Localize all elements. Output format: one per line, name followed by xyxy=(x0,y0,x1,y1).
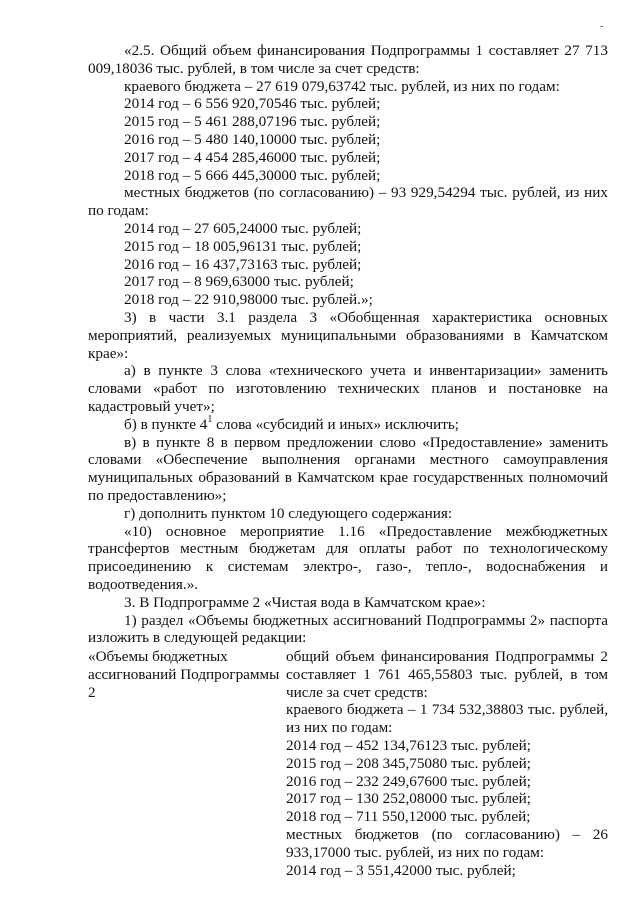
passport-local: местных бюджетов (по согласованию) – 26 933,17000 тыс. рублей, из них по годам: xyxy=(286,826,608,861)
regional-year-2017: 2017 год – 4 454 285,46000 тыс. рублей; xyxy=(124,148,381,166)
passport-regional-2018: 2018 год – 711 550,12000 тыс. рублей; xyxy=(286,808,531,826)
regional-year-2014: 2014 год – 6 556 920,70546 тыс. рублей; xyxy=(124,95,381,113)
section-2-5-intro: «2.5. Общий объем финансирования Подпрограммы 1 составляет 27 713 009,18036 тыс. рублей, в том числе за счет средств: xyxy=(88,42,608,77)
local-year-2017: 2017 год – 8 969,63000 тыс. рублей; xyxy=(124,273,354,291)
passport-left-line-2: ассигнований Подпрограммы 2 xyxy=(88,665,280,701)
item-3b-sup: 1 xyxy=(207,413,213,425)
local-year-2018: 2018 год – 22 910,98000 тыс. рублей.»; xyxy=(124,291,373,309)
regional-year-2015: 2015 год – 5 461 288,07196 тыс. рублей; xyxy=(124,113,381,131)
document-body xyxy=(88,42,608,879)
item-3g-text: «10) основное мероприятие 1.16 «Предоставление межбюджетных трансфертов местным бюджетам для оплаты работ по технологическому присоединению к системам электро-, газо-, тепло-, водоснабжения и водоотведения.». xyxy=(88,522,608,593)
item-3a: а) в пункте 3 слова «технического учета и инвентаризации» заменить словами «работ по изготовлению технических планов и постановке на кадастровый учет»; xyxy=(88,362,608,415)
passport-regional-2016: 2016 год – 232 249,67600 тыс. рублей; xyxy=(286,772,531,790)
local-budget-line: местных бюджетов (по согласованию) – 93 929,54294 тыс. рублей, из них по годам: xyxy=(88,184,608,220)
local-year-2016: 2016 год – 16 437,73163 тыс. рублей; xyxy=(124,255,362,273)
regional-budget-line: краевого бюджета – 27 619 079,63742 тыс. рублей, из них по годам: xyxy=(124,77,560,95)
passport-regional-2015: 2015 год – 208 345,75080 тыс. рублей; xyxy=(286,754,531,772)
passport-regional-2014: 2014 год – 452 134,76123 тыс. рублей; xyxy=(286,737,531,755)
passport-local-2014: 2014 год – 3 551,42000 тыс. рублей; xyxy=(286,861,516,879)
passport-regional: краевого бюджета – 1 734 532,38803 тыс. рублей, из них по годам: xyxy=(286,701,608,737)
item-3: 3) в части 3.1 раздела 3 «Обобщенная характеристика основных мероприятий, реализуемых муниципальными образованиями в Камчатском крае»: xyxy=(88,308,608,362)
passport-right-column xyxy=(286,648,608,879)
page-mark: - xyxy=(600,21,604,32)
item-3b-post: слова «субсидий и иных» исключить; xyxy=(212,415,459,433)
passport-table xyxy=(88,648,608,879)
section-3-title: 3. В Подпрограмме 2 «Чистая вода в Камчатском крае»: xyxy=(124,593,486,611)
local-year-2015: 2015 год – 18 005,96131 тыс. рублей; xyxy=(124,237,362,255)
passport-total: общий объем финансирования Подпрограммы 2 составляет 1 761 465,55803 тыс. рублей, в том числе за счет средств: xyxy=(286,648,608,701)
local-year-2014: 2014 год – 27 605,24000 тыс. рублей; xyxy=(124,219,362,237)
regional-year-2018: 2018 год – 5 666 445,30000 тыс. рублей; xyxy=(124,166,381,184)
passport-left-column xyxy=(88,648,286,879)
item-3b xyxy=(88,413,608,434)
regional-year-2016: 2016 год – 5 480 140,10000 тыс. рублей; xyxy=(124,130,381,148)
passport-left-line-1: «Объемы бюджетных xyxy=(88,648,228,666)
item-3g: г) дополнить пунктом 10 следующего содержания: xyxy=(124,504,453,522)
item-3b-pre: б) в пункте 4 xyxy=(124,415,208,433)
section-3-item-1: 1) раздел «Объемы бюджетных ассигнований Подпрограммы 2» паспорта изложить в следующей редакции: xyxy=(88,611,608,647)
item-3v: в) в пункте 8 в первом предложении слово «Предоставление» заменить словами «Обеспечение выполнения органами местного самоуправления муниципальных образований в Камчатском крае государственных полномочий по предоставлению»; xyxy=(88,433,608,504)
passport-regional-2017: 2017 год – 130 252,08000 тыс. рублей; xyxy=(286,790,531,808)
